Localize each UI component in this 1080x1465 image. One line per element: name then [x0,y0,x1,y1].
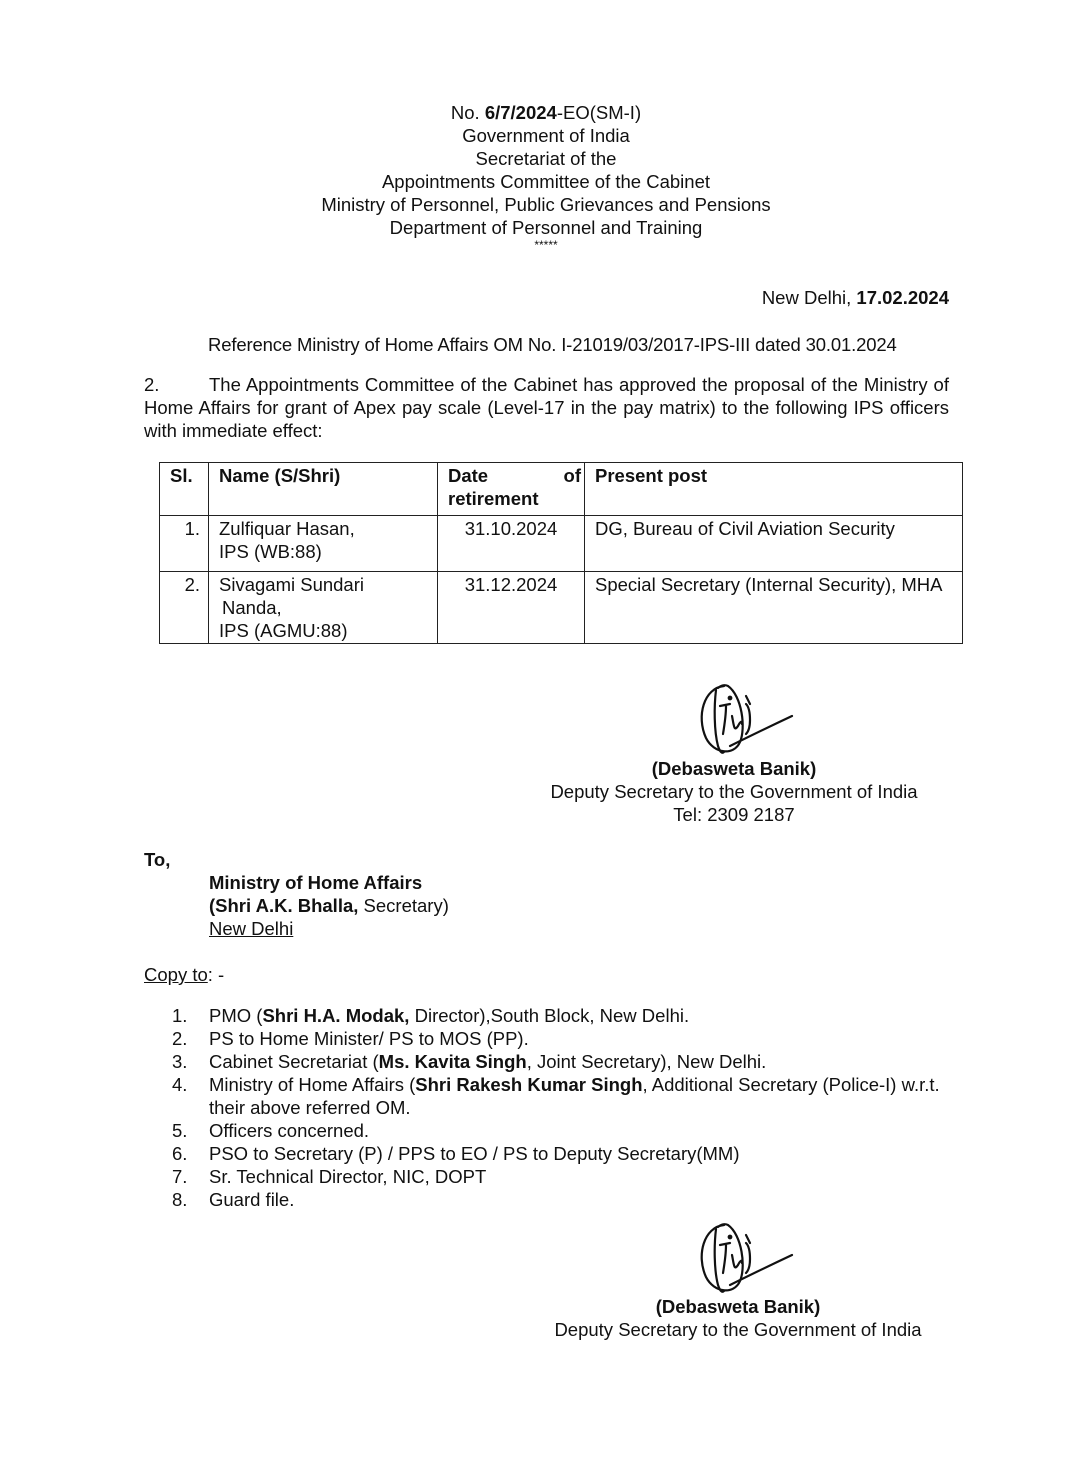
signature-icon [690,1215,800,1299]
cell-retirement-date: 31.12.2024 [438,572,585,644]
copy-to-label: Copy to: - [144,964,225,985]
cell-present-post: Special Secretary (Internal Security), MHA [585,572,963,644]
header-separator: ***** [534,238,558,252]
list-item: 4. Ministry of Home Affairs (Shri Rakesh Kumar Singh, Additional Secretary (Police-I) w.r.t. their above referred OM. [172,1074,940,1118]
cell-sl: 1. [160,516,209,572]
addressee-city: New Delhi [209,918,294,939]
body-paragraph [144,373,949,442]
issue-date: 17.02.2024 [856,287,949,308]
cell-present-post: DG, Bureau of Civil Aviation Security [585,516,963,572]
cell-name: Sivagami Sundari Nanda, IPS (AGMU:88) [209,572,438,644]
signatory-designation: Deputy Secretary to the Government of India [554,1319,922,1340]
copy-to-list [172,1004,962,1211]
cell-sl: 2. [160,572,209,644]
header-date-of-retirement: Date of retirement [438,463,585,516]
paragraph-number: 2. [144,374,160,395]
header-line-acc: Appointments Committee of the Cabinet [381,171,711,192]
reference-line: Reference Ministry of Home Affairs OM No. I-21019/03/2017-IPS-III dated 30.01.2024 [208,334,897,355]
list-item: 5. Officers concerned. [172,1120,370,1141]
to-label: To, [144,849,171,870]
dateline: New Delhi, 17.02.2024 [761,287,949,308]
header-line-government: Government of India [462,125,630,146]
list-item: 2. PS to Home Minister/ PS to MOS (PP). [172,1028,529,1049]
header-name: Name (S/Shri) [209,463,438,516]
signature-block-1 [520,757,948,826]
letterhead [0,101,1080,253]
file-number: No. 6/7/2024-EO(SM-I) [450,102,642,123]
signature-icon [690,676,800,760]
list-item: 1. PMO (Shri H.A. Modak, Director),South Block, New Delhi. [172,1005,690,1026]
list-item: 7. Sr. Technical Director, NIC, DOPT [172,1166,487,1187]
signature-block-2 [520,1295,956,1341]
header-line-ministry: Ministry of Personnel, Public Grievances and Pensions [321,194,771,215]
addressee-block [209,871,449,940]
signatory-telephone: Tel: 2309 2187 [673,804,795,825]
cell-name: Zulfiquar Hasan, IPS (WB:88) [209,516,438,572]
signatory-name: (Debasweta Banik) [655,1296,821,1317]
header-sl: Sl. [160,463,209,516]
list-item: 8. Guard file. [172,1189,295,1210]
addressee-person: (Shri A.K. Bhalla, Secretary) [209,895,449,916]
officers-table [159,462,963,644]
paragraph-text: The Appointments Committee of the Cabinet has approved the proposal of the Ministry of Home Affairs for grant of Apex pay scale (Level-17 in the pay matrix) to the following IPS officers with immediate effect: [144,374,949,441]
addressee-org: Ministry of Home Affairs [209,872,423,893]
header-line-department: Department of Personnel and Training [389,217,703,238]
list-item: 3. Cabinet Secretariat (Ms. Kavita Singh, Joint Secretary), New Delhi. [172,1051,767,1072]
table-header-row [160,463,963,516]
signatory-name: (Debasweta Banik) [651,758,817,779]
header-present-post: Present post [585,463,963,516]
signatory-designation: Deputy Secretary to the Government of India [550,781,918,802]
header-line-secretariat: Secretariat of the [475,148,617,169]
cell-retirement-date: 31.10.2024 [438,516,585,572]
list-item: 6. PSO to Secretary (P) / PPS to EO / PS to Deputy Secretary(MM) [172,1143,740,1164]
table-row [160,572,963,644]
table-row [160,516,963,572]
